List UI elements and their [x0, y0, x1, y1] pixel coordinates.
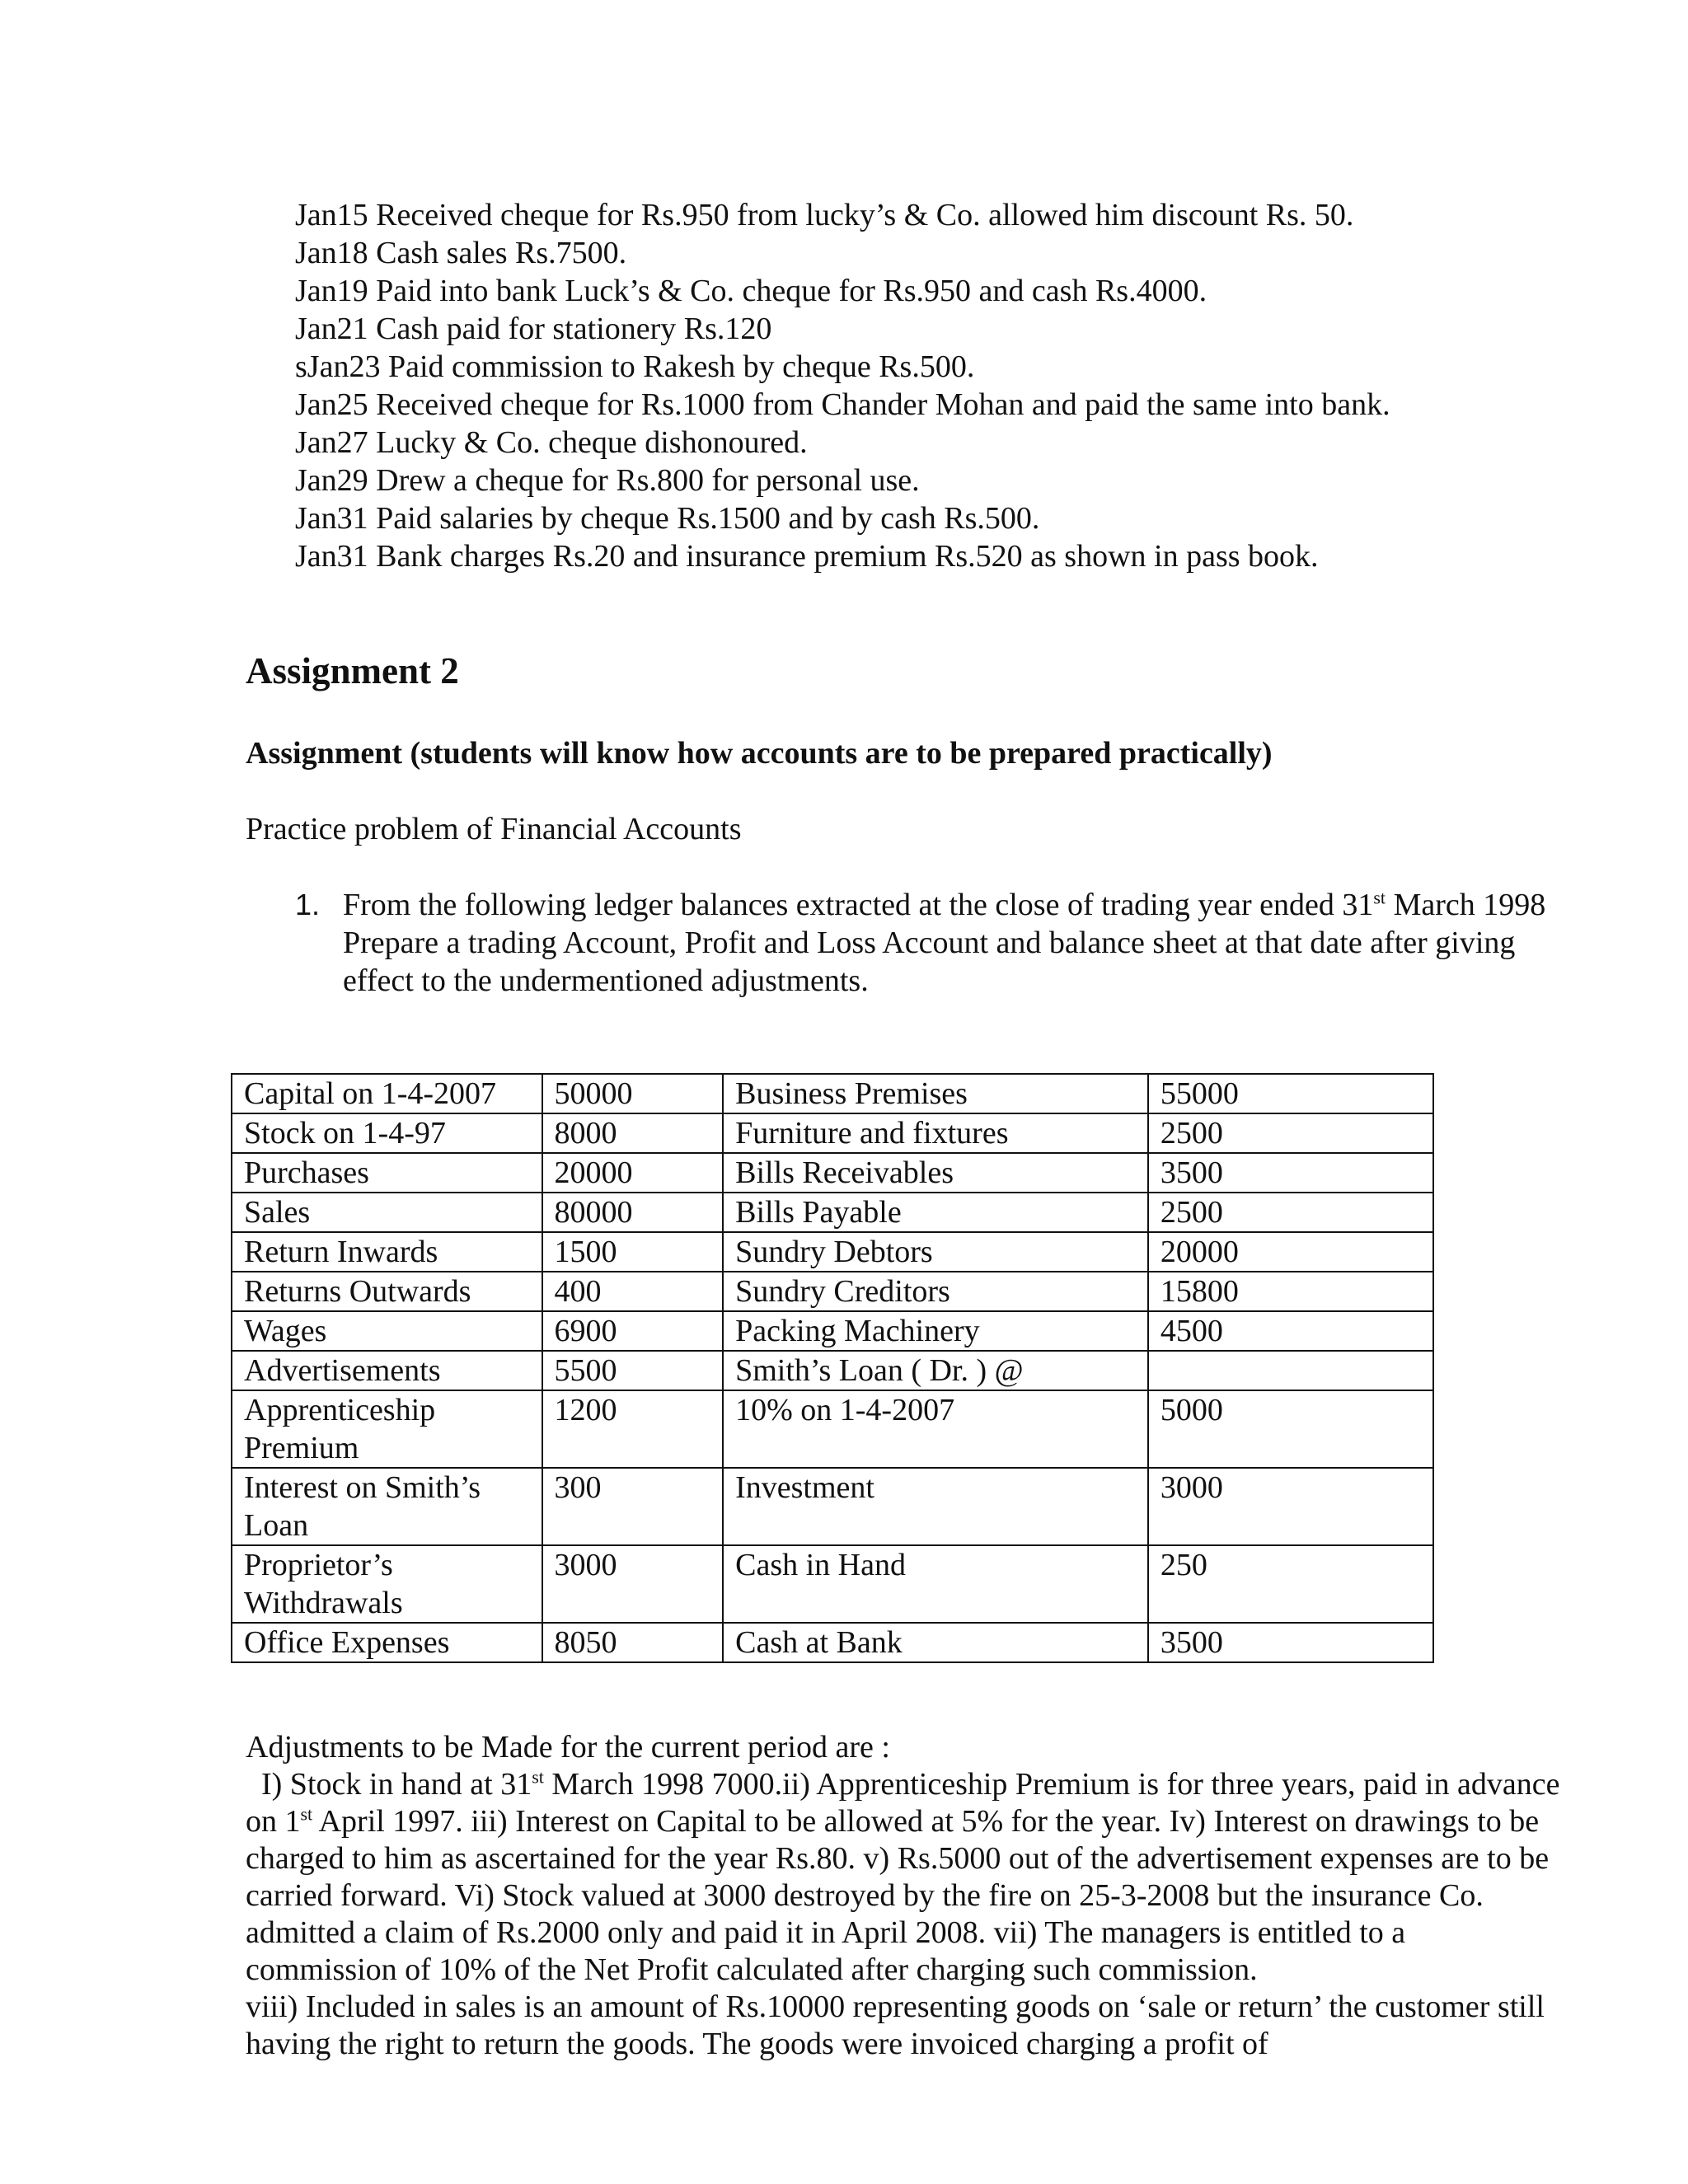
ledger-account-right: Cash at Bank	[723, 1623, 1148, 1662]
ledger-account-right: Bills Receivables	[723, 1153, 1148, 1193]
ledger-balances-table	[231, 1073, 1434, 1663]
journal-line: Jan27 Lucky & Co. cheque dishonoured.	[295, 425, 808, 460]
ledger-account-left: Purchases	[232, 1153, 542, 1193]
ledger-amount-left: 5500	[542, 1351, 724, 1390]
journal-line: Jan31 Paid salaries by cheque Rs.1500 and by cash Rs.500.	[295, 501, 1040, 536]
assignment-title: Assignment 2	[246, 650, 459, 691]
ledger-account-left: Capital on 1-4-2007	[232, 1074, 542, 1113]
table-row	[232, 1272, 1433, 1311]
journal-line: Jan21 Cash paid for stationery Rs.120	[295, 312, 772, 346]
ledger-account-left: Apprenticeship Premium	[232, 1390, 542, 1468]
ledger-amount-left: 8050	[542, 1623, 724, 1662]
ledger-amount-right: 3500	[1148, 1153, 1433, 1193]
ledger-account-right: Smith’s Loan ( Dr. ) @	[723, 1351, 1148, 1390]
ledger-account-right: Furniture and fixtures	[723, 1113, 1148, 1153]
ledger-amount-left: 50000	[542, 1074, 724, 1113]
question-number: 1.	[295, 888, 321, 921]
ledger-account-left: Interest on Smith’s Loan	[232, 1468, 542, 1545]
table-row	[232, 1153, 1433, 1193]
ledger-account-left: Proprietor’s Withdrawals	[232, 1545, 542, 1623]
ledger-amount-right: 3500	[1148, 1623, 1433, 1662]
ledger-amount-right: 2500	[1148, 1113, 1433, 1153]
adjustments-heading: Adjustments to be Made for the current period are :	[246, 1730, 890, 1765]
ledger-amount-right: 3000	[1148, 1468, 1433, 1545]
ledger-amount-left: 8000	[542, 1113, 724, 1153]
table-row	[232, 1311, 1433, 1351]
ledger-account-left: Office Expenses	[232, 1623, 542, 1662]
ledger-amount-right: 55000	[1148, 1074, 1433, 1113]
ledger-account-right: Business Premises	[723, 1074, 1148, 1113]
table-row	[232, 1468, 1433, 1545]
ledger-amount-right: 20000	[1148, 1232, 1433, 1272]
ledger-amount-left: 400	[542, 1272, 724, 1311]
journal-line: Jan25 Received cheque for Rs.1000 from Chander Mohan and paid the same into bank.	[295, 387, 1390, 422]
journal-line: Jan29 Drew a cheque for Rs.800 for personal use.	[295, 463, 920, 498]
ledger-account-right: 10% on 1-4-2007	[723, 1390, 1148, 1468]
journal-line: sJan23 Paid commission to Rakesh by cheque Rs.500.	[295, 349, 975, 384]
ledger-amount-right: 15800	[1148, 1272, 1433, 1311]
adjustments-section	[246, 1729, 1564, 2063]
ledger-amount-right: 5000	[1148, 1390, 1433, 1468]
table-row	[232, 1351, 1433, 1390]
ledger-account-right: Packing Machinery	[723, 1311, 1148, 1351]
table-row	[232, 1193, 1433, 1232]
ledger-account-right: Cash in Hand	[723, 1545, 1148, 1623]
journal-line: Jan31 Bank charges Rs.20 and insurance premium Rs.520 as shown in pass book.	[295, 539, 1319, 574]
journal-line: Jan15 Received cheque for Rs.950 from lucky’s & Co. allowed him discount Rs. 50.	[295, 198, 1354, 232]
table-row	[232, 1232, 1433, 1272]
question-text: From the following ledger balances extracted at the close of trading year ended 31st March 1998 Prepare a trading Account, Profit and Loss Account and balance sheet at that date after giving effect to the undermentioned adjustments.	[343, 887, 1546, 998]
ledger-account-right: Sundry Creditors	[723, 1272, 1148, 1311]
ledger-amount-right: 4500	[1148, 1311, 1433, 1351]
ledger-amount-left: 6900	[542, 1311, 724, 1351]
adjustments-text: I) Stock in hand at 31st March 1998 7000.ii) Apprenticeship Premium is for three years, paid in advance on 1st April 1997. iii) Interest on Capital to be allowed at 5% for the year. Iv) Interest on drawings to be charged to him as ascertained for the year Rs.80. v) Rs.5000 out of the advertisement expenses are to be carried forward. Vi) Stock valued at 3000 destroyed by the fire on 25-3-2008 but the insurance Co. admitted a claim of Rs.2000 only and paid it in April 2008. vii) The managers is entitled to a commission of 10% of the Net Profit calculated after charging such commission.	[246, 1766, 1560, 1987]
ledger-account-left: Return Inwards	[232, 1232, 542, 1272]
ledger-account-left: Wages	[232, 1311, 542, 1351]
table-row	[232, 1390, 1433, 1468]
table-row	[232, 1074, 1433, 1113]
ledger-amount-left: 1200	[542, 1390, 724, 1468]
ledger-amount-left: 3000	[542, 1545, 724, 1623]
journal-entries	[295, 196, 1390, 575]
ledger-account-left: Stock on 1-4-97	[232, 1113, 542, 1153]
journal-line: Jan19 Paid into bank Luck’s & Co. cheque for Rs.950 and cash Rs.4000.	[295, 274, 1207, 308]
ledger-account-left: Sales	[232, 1193, 542, 1232]
ledger-amount-left: 1500	[542, 1232, 724, 1272]
ledger-account-right: Sundry Debtors	[723, 1232, 1148, 1272]
ledger-amount-right	[1148, 1351, 1433, 1390]
ledger-amount-left: 300	[542, 1468, 724, 1545]
ledger-amount-left: 80000	[542, 1193, 724, 1232]
ledger-amount-right: 250	[1148, 1545, 1433, 1623]
table-row	[232, 1545, 1433, 1623]
adjustments-text-viii: viii) Included in sales is an amount of Rs.10000 representing goods on ‘sale or return’ the customer still having the right to return the goods. The goods were invoiced charging a profit of	[246, 1990, 1545, 2061]
table-row	[232, 1623, 1433, 1662]
ledger-amount-right: 2500	[1148, 1193, 1433, 1232]
ledger-account-right: Investment	[723, 1468, 1148, 1545]
ledger-account-left: Advertisements	[232, 1351, 542, 1390]
ledger-account-left: Returns Outwards	[232, 1272, 542, 1311]
ledger-account-right: Bills Payable	[723, 1193, 1148, 1232]
journal-line: Jan18 Cash sales Rs.7500.	[295, 236, 627, 270]
ledger-amount-left: 20000	[542, 1153, 724, 1193]
question-1	[295, 886, 1548, 1000]
practice-heading: Practice problem of Financial Accounts	[246, 812, 742, 846]
table-row	[232, 1113, 1433, 1153]
assignment-subtitle: Assignment (students will know how accounts are to be prepared practically)	[246, 736, 1273, 771]
